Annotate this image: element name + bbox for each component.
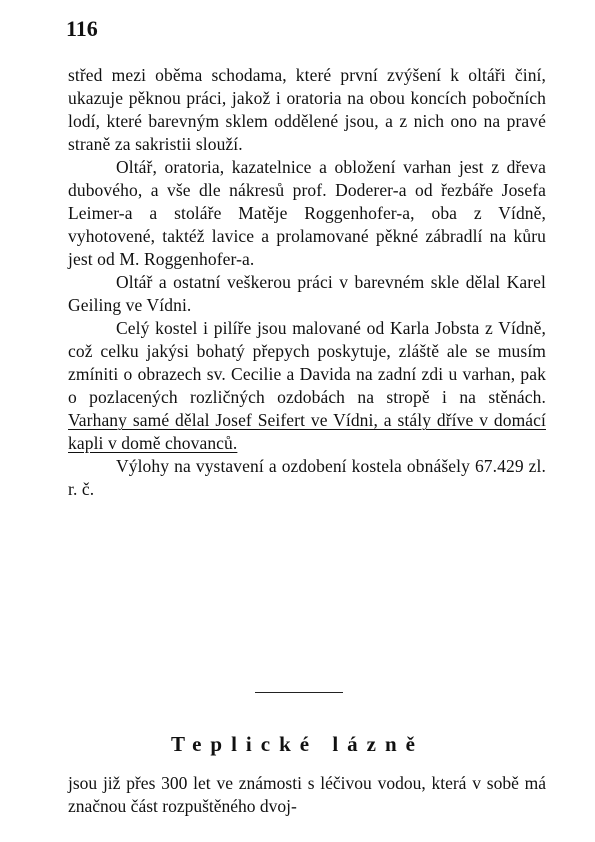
paragraph-3: Oltář a ostatní veškerou práci v barevném skle dělal Karel Geiling ve Vídni.	[68, 272, 546, 315]
main-text	[68, 64, 546, 501]
paragraph-4-underlined: Varhany samé dělal Josef Seifert ve Vídni, a stály dříve v domácí kapli v domě chovanců.	[68, 410, 546, 453]
section-divider	[255, 692, 343, 693]
section-heading: Teplické lázně	[171, 732, 424, 756]
paragraph-5: Výlohy na vystavení a ozdobení kostela obnášely 67.429 zl. r. č.	[68, 456, 546, 499]
paragraph-4	[68, 317, 546, 455]
section-paragraph: jsou již přes 300 let ve známosti s léčivou vodou, která v sobě má značnou část rozpuštěného dvoj-	[68, 773, 546, 816]
paragraph-2: Oltář, oratoria, kazatelnice a obložení varhan jest z dřeva dubového, a vše dle nákresů prof. Doderer-a od řezbáře Josefa Leimer-a a stoláře Matěje Roggenhofer-a, oba z Vídně, vyhotovené, taktéž lavice a prolamované pěkné zábradlí na kůru jest od M. Roggenhofer-a.	[68, 157, 546, 269]
page-number: 116	[66, 16, 98, 41]
paragraph-4-text: Celý kostel i pilíře jsou malované od Karla Jobsta z Vídně, což celku jakýsi bohatý přepych poskytuje, zláště ale se musím zmíniti o obrazech sv. Cecilie a Davida na zadní zdi u varhan, pak o pozlacených rozličných ozdobách na stropě i na stěnách.	[68, 318, 546, 407]
section-text	[68, 772, 546, 818]
paragraph-1: střed mezi oběma schodama, které první zvýšení k oltáři činí, ukazuje pěknou práci, jakož i oratoria na obou koncích pobočních lodí, které barevným sklem oddělené jsou, a z nich ono na pravé straně za sakristii slouží.	[68, 65, 546, 154]
